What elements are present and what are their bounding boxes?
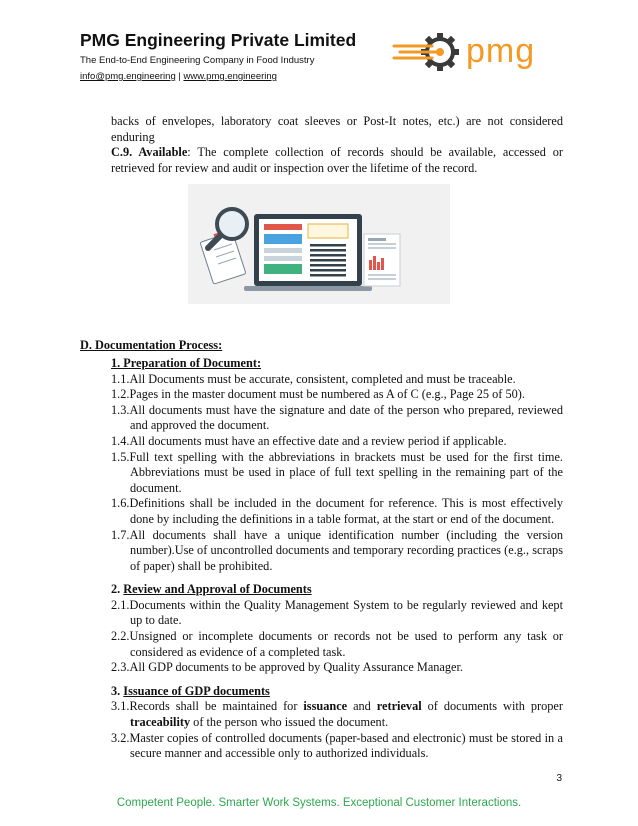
report-page-icon bbox=[364, 234, 400, 286]
contact-links bbox=[80, 71, 277, 82]
list-item: 2.1.Documents within the Quality Management System to be regularly reviewed and kept up to date. bbox=[111, 597, 563, 628]
list-item: 2.3.All GDP documents to be approved by Quality Assurance Manager. bbox=[111, 660, 463, 675]
list-item: 1.2.Pages in the master document must be numbered as A of C (e.g., Page 25 of 50). bbox=[111, 387, 525, 402]
list-item: 1.7.All documents shall have a unique identification number (including the version number).Use of uncontrolled documents and temporary recording practices (e.g., scraps of paper) shall be prohibited. bbox=[111, 527, 563, 573]
continuation-text: backs of envelopes, laboratory coat sleeves or Post-It notes, etc.) are not considered enduring bbox=[111, 114, 563, 144]
c9-label: C.9. Available bbox=[111, 145, 188, 160]
list-item: 3.2.Master copies of controlled documents (paper-based and electronic) must be stored in a secure manner and accessible only to authorized individuals. bbox=[111, 730, 563, 761]
document-illustration bbox=[188, 184, 450, 304]
page-number: 3 bbox=[556, 773, 562, 784]
list-item: 1.6.Definitions shall be included in the document for reference. This is most effectively done by including the definitions in a table format, at the start or end of the document. bbox=[111, 496, 563, 526]
subsection-2-title: 2. Review and Approval of Documents bbox=[111, 582, 312, 597]
section-d-title: D. Documentation Process: bbox=[80, 338, 223, 353]
company-tagline: The End-to-End Engineering Company in Food Industry bbox=[80, 55, 315, 66]
list-item: 1.5.Full text spelling with the abbreviations in brackets must be used for the first time. Abbreviations must be used in place of full text spelling in the remaining part of the document. bbox=[111, 449, 563, 495]
subsection-3-title: 3. Issuance of GDP documents bbox=[111, 683, 270, 698]
website-link[interactable]: www.pmg.engineering bbox=[183, 71, 277, 82]
c9-text: : The complete collection of records should be available, accessed or retrieved for review and audit or inspection over the lifetime of the record. bbox=[111, 145, 563, 175]
list-item: 1.3.All documents must have the signature and date of the person who prepared, reviewed and approved the document. bbox=[111, 402, 563, 433]
list-item: 3.1.Records shall be maintained for issuance and retrieval of documents with proper traceability of the person who issued the document. bbox=[111, 699, 563, 730]
company-name: PMG Engineering Private Limited bbox=[80, 30, 357, 50]
laptop-icon bbox=[244, 214, 372, 291]
footer-slogan: Competent People. Smarter Work Systems. Exceptional Customer Interactions. bbox=[116, 797, 522, 809]
subsection-1-title: 1. Preparation of Document: bbox=[111, 355, 262, 370]
list-item: 1.4.All documents must have an effective date and a review period if applicable. bbox=[111, 433, 507, 448]
page-content bbox=[80, 114, 563, 762]
c9-paragraph bbox=[80, 145, 563, 176]
pmg-logo bbox=[388, 24, 558, 82]
list-item: 2.2.Unsigned or incomplete documents or records not be used to perform any task or considered as evidence of a completed task. bbox=[111, 629, 563, 659]
list-item: 1.1.All Documents must be accurate, consistent, completed and must be traceable. bbox=[111, 371, 516, 386]
email-link[interactable]: info@pmg.engineering bbox=[80, 71, 176, 82]
link-separator: | bbox=[178, 71, 181, 82]
logo-text: pmg bbox=[466, 32, 536, 70]
